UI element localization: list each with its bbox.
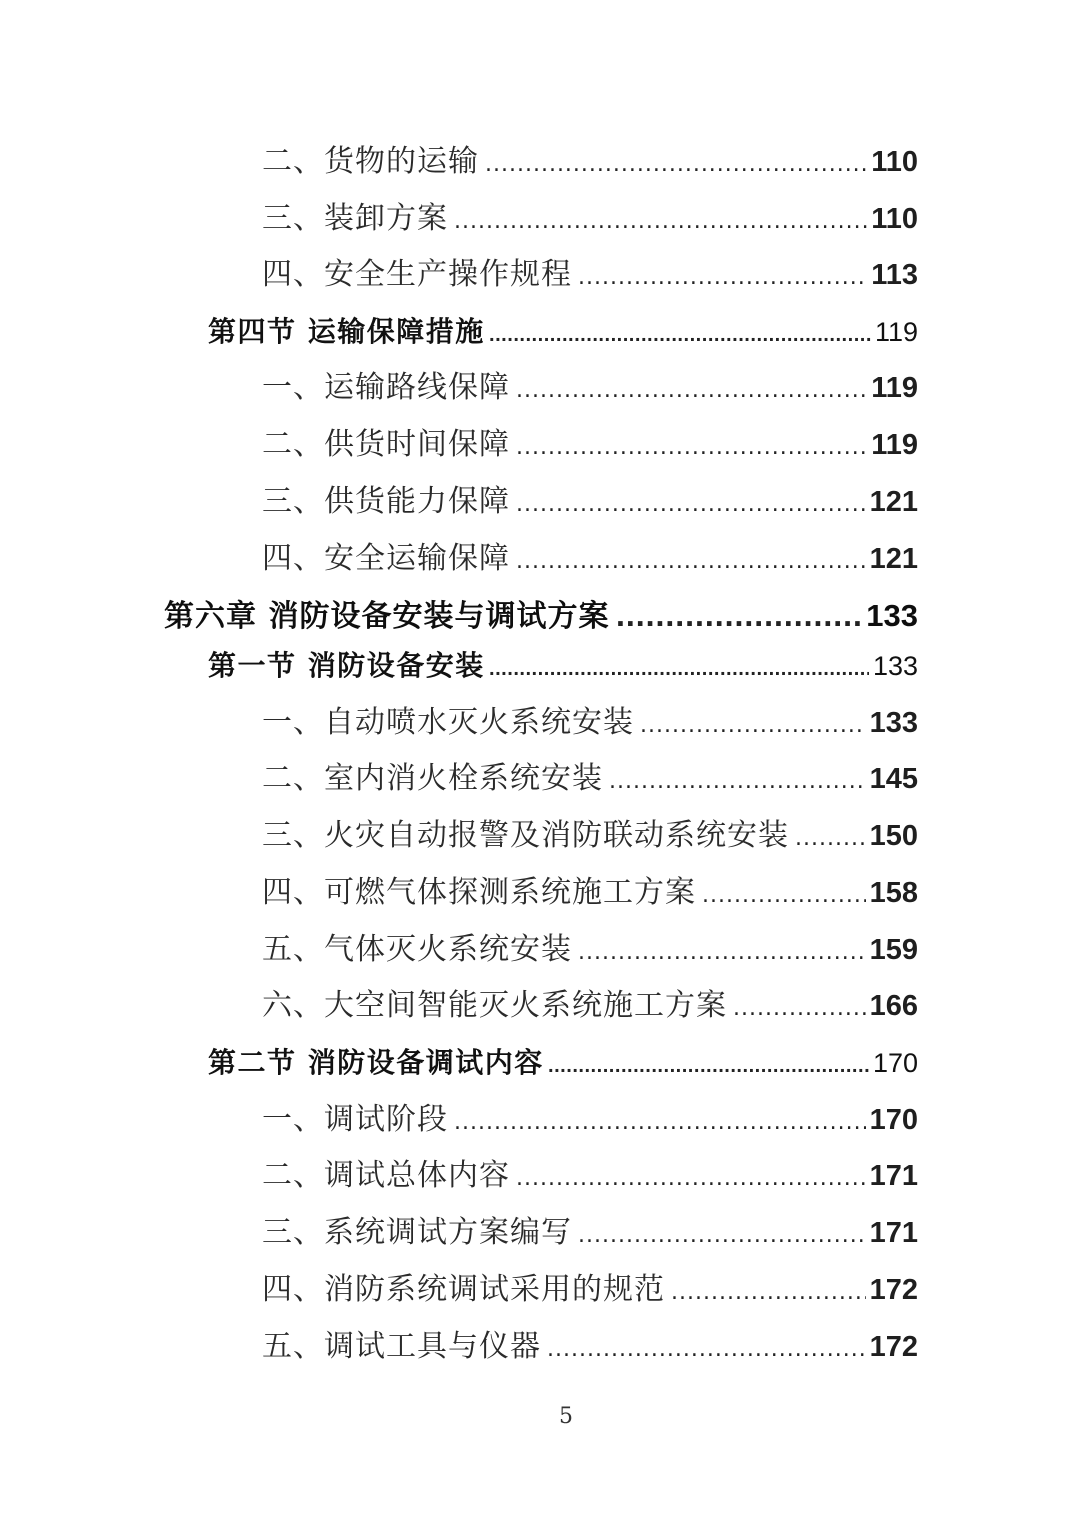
- toc-entry-title: 二、室内消火栓系统安装: [262, 761, 603, 796]
- dot-leader: [702, 874, 866, 918]
- toc-entry-title: 二、供货时间保障: [262, 427, 510, 462]
- toc-entry-page: 133: [866, 598, 918, 633]
- toc-entry-page: 119: [874, 317, 918, 347]
- dot-leader: [547, 1328, 866, 1372]
- dot-leader: [795, 817, 866, 861]
- toc-entry[interactable]: [262, 1268, 918, 1312]
- dot-leader: [489, 314, 871, 358]
- toc-entry-page: 121: [869, 486, 918, 518]
- toc-entry-page: 171: [869, 1217, 918, 1249]
- toc-entry-page: 133: [869, 707, 918, 739]
- toc-entry[interactable]: [262, 1325, 918, 1369]
- toc-entry-page: 119: [871, 429, 918, 461]
- dot-leader: [548, 1045, 869, 1089]
- toc-entry[interactable]: [262, 197, 918, 241]
- toc-entry[interactable]: [262, 1211, 918, 1255]
- toc-entry-title: 第一节 消防设备安装: [208, 649, 485, 682]
- toc-chapter-entry[interactable]: [164, 594, 918, 638]
- toc-entry-title: 三、系统调试方案编写: [262, 1215, 572, 1250]
- toc-entry-title: 二、货物的运输: [262, 144, 479, 179]
- page-number: 5: [559, 1404, 573, 1429]
- toc-entry-page: 171: [869, 1160, 918, 1192]
- dot-leader: [578, 1214, 866, 1258]
- toc-entry-title: 第四节 运输保障措施: [208, 315, 485, 348]
- dot-leader: [615, 596, 862, 640]
- toc-entry-title: 第六章 消防设备安装与调试方案: [164, 599, 610, 634]
- toc-entry-title: 四、安全生产操作规程: [262, 257, 572, 292]
- toc-entry-title: 三、火灾自动报警及消防联动系统安装: [262, 818, 789, 853]
- toc-entry-page: 110: [871, 203, 918, 235]
- toc-entry[interactable]: [262, 984, 918, 1028]
- toc-entry-title: 四、安全运输保障: [262, 541, 510, 576]
- toc-entry[interactable]: [262, 1098, 918, 1142]
- toc-section-entry[interactable]: [208, 310, 918, 354]
- toc-entry[interactable]: [262, 423, 918, 467]
- toc-entry-title: 二、调试总体内容: [262, 1158, 510, 1193]
- dot-leader: [578, 256, 867, 300]
- toc-entry-page: 166: [869, 990, 918, 1022]
- toc-entry-title: 一、自动喷水灭火系统安装: [262, 705, 634, 740]
- dot-leader: [733, 987, 866, 1031]
- toc-entry-page: 159: [869, 934, 918, 966]
- toc-entry-title: 第二节 消防设备调试内容: [208, 1046, 544, 1079]
- dot-leader: [578, 931, 866, 975]
- dot-leader: [454, 1101, 866, 1145]
- toc-entry-title: 五、调试工具与仪器: [262, 1329, 541, 1364]
- toc-entry[interactable]: [262, 701, 918, 745]
- toc-entry-page: 172: [869, 1274, 918, 1306]
- dot-leader: [516, 483, 866, 527]
- dot-leader: [640, 704, 866, 748]
- toc-entry-title: 三、装卸方案: [262, 201, 448, 236]
- toc-entry-page: 133: [872, 651, 918, 681]
- dot-leader: [609, 760, 866, 804]
- toc-entry[interactable]: [262, 1154, 918, 1198]
- toc-entry[interactable]: [262, 871, 918, 915]
- dot-leader: [516, 540, 866, 584]
- dot-leader: [489, 648, 869, 692]
- toc-entry-title: 四、可燃气体探测系统施工方案: [262, 875, 696, 910]
- dot-leader: [516, 369, 867, 413]
- dot-leader: [485, 143, 867, 187]
- toc-entry-title: 一、调试阶段: [262, 1102, 448, 1137]
- toc-entry[interactable]: [262, 366, 918, 410]
- toc-entry[interactable]: [262, 757, 918, 801]
- toc-section-entry[interactable]: [208, 644, 918, 688]
- toc-entry-page: 150: [869, 820, 918, 852]
- toc-entry-page: 113: [871, 259, 918, 291]
- toc-entry-page: 121: [869, 543, 918, 575]
- toc-entry-title: 四、消防系统调试采用的规范: [262, 1272, 665, 1307]
- dot-leader: [516, 426, 867, 470]
- toc-entry[interactable]: [262, 814, 918, 858]
- toc-entry-page: 145: [869, 763, 918, 795]
- toc-entry-page: 110: [871, 146, 918, 178]
- toc-entry-page: 119: [871, 372, 918, 404]
- toc-entry-title: 一、运输路线保障: [262, 370, 510, 405]
- toc-entry[interactable]: [262, 537, 918, 581]
- toc-entry-title: 五、气体灭火系统安装: [262, 932, 572, 967]
- toc-entry-title: 三、供货能力保障: [262, 484, 510, 519]
- dot-leader: [516, 1157, 866, 1201]
- toc-entry[interactable]: [262, 928, 918, 972]
- toc-entry-page: 172: [869, 1331, 918, 1363]
- dot-leader: [454, 200, 867, 244]
- toc-entry[interactable]: [262, 480, 918, 524]
- toc-entry-page: 170: [869, 1104, 918, 1136]
- toc-entry-page: 158: [869, 877, 918, 909]
- toc-entry[interactable]: [262, 140, 918, 184]
- toc-entry-title: 六、大空间智能灭火系统施工方案: [262, 988, 727, 1023]
- toc-entry[interactable]: [262, 253, 918, 297]
- dot-leader: [671, 1271, 866, 1315]
- toc-section-entry[interactable]: [208, 1041, 918, 1085]
- toc-entry-page: 170: [872, 1048, 918, 1078]
